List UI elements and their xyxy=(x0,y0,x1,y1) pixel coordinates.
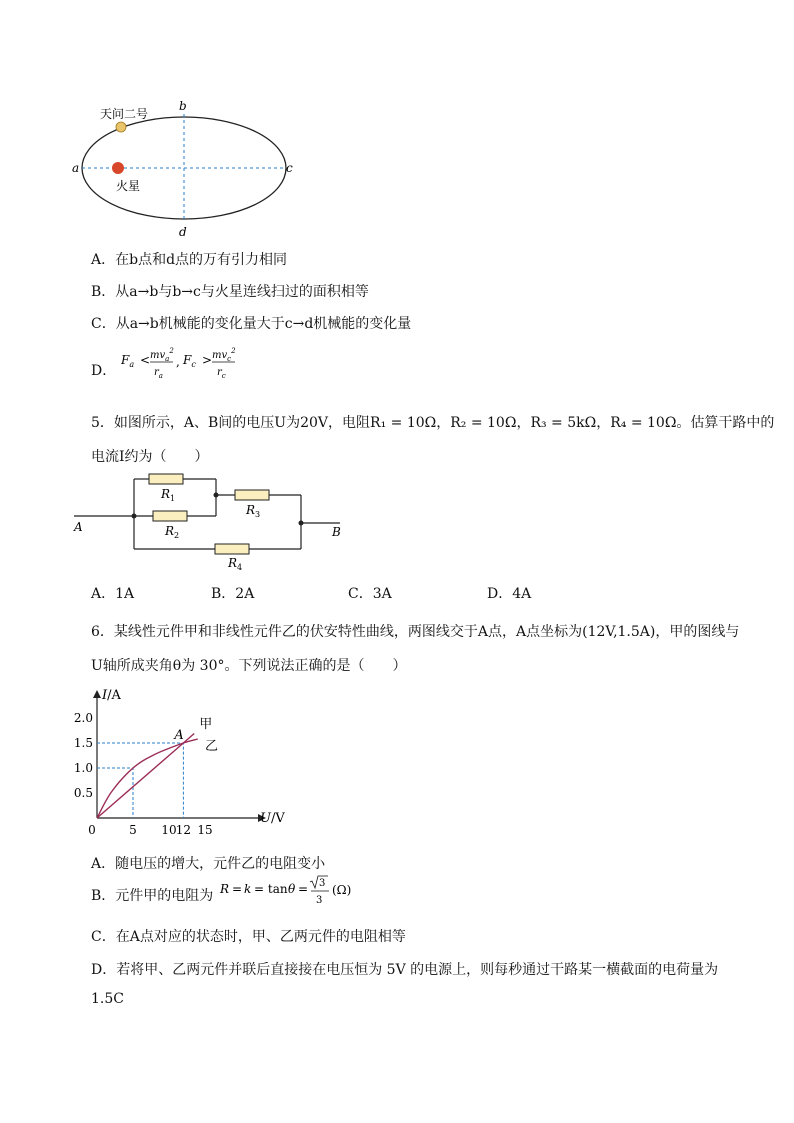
svg-text:3: 3 xyxy=(318,878,326,889)
q5-option-b: B．2A xyxy=(211,586,255,602)
svg-text:rc: $r_c$ xyxy=(216,367,226,380)
svg-text:,: , xyxy=(175,355,180,369)
y-tick-label: 0.5 xyxy=(73,786,93,800)
svg-text:>: > xyxy=(201,353,212,367)
resistor-r3 xyxy=(235,490,269,500)
q4-option-c: C．从a→b机械能的变化量大于c→d机械能的变化量 xyxy=(91,316,412,332)
y-axis-label: I/A xyxy=(102,688,121,703)
q6-option-d-line2: 1.5C xyxy=(91,991,124,1007)
svg-text:=: = xyxy=(297,882,308,896)
y-tick-label: 1.5 xyxy=(73,736,93,750)
q5-option-d: D．4A xyxy=(487,586,532,602)
q4-option-d-prefix: D． xyxy=(91,363,117,379)
series-line-yi xyxy=(97,739,198,818)
resistor-r4 xyxy=(215,544,249,554)
terminal-a-label: A xyxy=(74,520,83,534)
r4-label: $R_4$ xyxy=(228,556,243,570)
x-tick-label: 5 xyxy=(129,823,137,836)
svg-text:Fc: $F_c$ xyxy=(182,353,196,369)
svg-text:θ: θ xyxy=(287,882,295,896)
orbit-figure xyxy=(60,96,310,241)
svg-text:Fa: $F_a$ xyxy=(120,353,134,369)
series-line-jia xyxy=(97,734,194,819)
point-a-label: a xyxy=(72,161,80,175)
x-tick-label: 12 xyxy=(175,823,192,836)
resistor-r2 xyxy=(153,511,187,521)
series-label-yi: 乙 xyxy=(205,739,219,754)
r1-label: $R_1$ xyxy=(161,487,176,503)
mars-planet xyxy=(112,162,124,174)
r2-label: $R_2$ xyxy=(165,524,180,540)
svg-text:(Ω): (Ω) xyxy=(331,883,352,897)
x-tick-label: 10 xyxy=(161,823,177,836)
x-tick-label: 15 xyxy=(197,823,213,836)
q4-option-b: B．从a→b与b→c与火星连线扫过的面积相等 xyxy=(91,284,369,300)
svg-text:= tan: = tan xyxy=(253,882,288,896)
guide-line-5v xyxy=(97,768,133,818)
point-c-label: c xyxy=(286,161,293,175)
q6-option-b xyxy=(91,878,368,908)
q6-option-c: C．在A点对应的状态时，甲、乙两元件的电阻相等 xyxy=(91,929,406,945)
q5-option-a: A．1A xyxy=(91,586,135,602)
series-label-jia: 甲 xyxy=(199,717,213,732)
svg-text:k: k xyxy=(243,882,252,896)
y-tick-label: 1.0 xyxy=(73,761,93,775)
svg-text:mva2: $mv_a^2$ xyxy=(149,347,174,363)
planet-label: 火星 xyxy=(116,179,141,193)
q5-stem-line1: 5．如图所示，A、B间的电压U为20V，电阻R₁ = 10Ω，R₂ = 10Ω，R₃ = 5kΩ，R₄ = 10Ω。估算干路中的 xyxy=(91,415,775,431)
point-d-label: d xyxy=(179,225,187,239)
x-axis-label: U/V xyxy=(260,811,285,826)
r3-label: $R_3$ xyxy=(246,503,261,519)
svg-text:=: = xyxy=(231,882,242,896)
q5-stem-line2: 电流I约为（ ） xyxy=(91,449,209,465)
q4-option-a: A．在b点和d点的万有引力相同 xyxy=(91,252,288,268)
circuit-diagram xyxy=(70,468,360,570)
point-b-label: b xyxy=(179,99,187,113)
q4-option-d-formula xyxy=(121,344,281,384)
q6-option-b-prefix: B．元件甲的电阻为 xyxy=(91,888,214,904)
terminal-b-label: B xyxy=(332,525,341,539)
svg-text:ra: $r_a$ xyxy=(153,367,163,380)
q6-stem-line1: 6．某线性元件甲和非线性元件乙的伏安特性曲线，两图线交于A点，A点坐标为(12V,1.5A)，甲的图线与 xyxy=(91,624,740,640)
y-axis-arrow xyxy=(93,690,101,698)
svg-text:R: R xyxy=(219,882,229,896)
q6-option-b-formula xyxy=(218,874,368,908)
q6-option-a: A．随电压的增大，元件乙的电阻变小 xyxy=(91,856,326,872)
q6-stem-line2: U轴所成夹角θ为 30°。下列说法正确的是（ ） xyxy=(91,658,407,674)
iv-chart xyxy=(70,684,300,836)
svg-text:<: < xyxy=(139,353,150,367)
x-tick-label: 0 xyxy=(88,823,96,836)
svg-text:mvc2: $mv_c^2$ xyxy=(211,347,236,363)
q5-option-c: C．3A xyxy=(348,586,392,602)
probe-satellite xyxy=(116,122,126,132)
probe-label: 天问二号 xyxy=(100,107,149,121)
svg-text:3: 3 xyxy=(315,895,323,906)
y-tick-label: 2.0 xyxy=(73,711,93,725)
q6-option-d-line1: D．若将甲、乙两元件并联后直接接在电压恒为 5V 的电源上，则每秒通过干路某一横截面的电荷量为 xyxy=(91,962,719,978)
resistor-r1 xyxy=(149,474,183,484)
q4-option-d xyxy=(91,347,281,384)
point-a-label: A xyxy=(174,728,184,743)
